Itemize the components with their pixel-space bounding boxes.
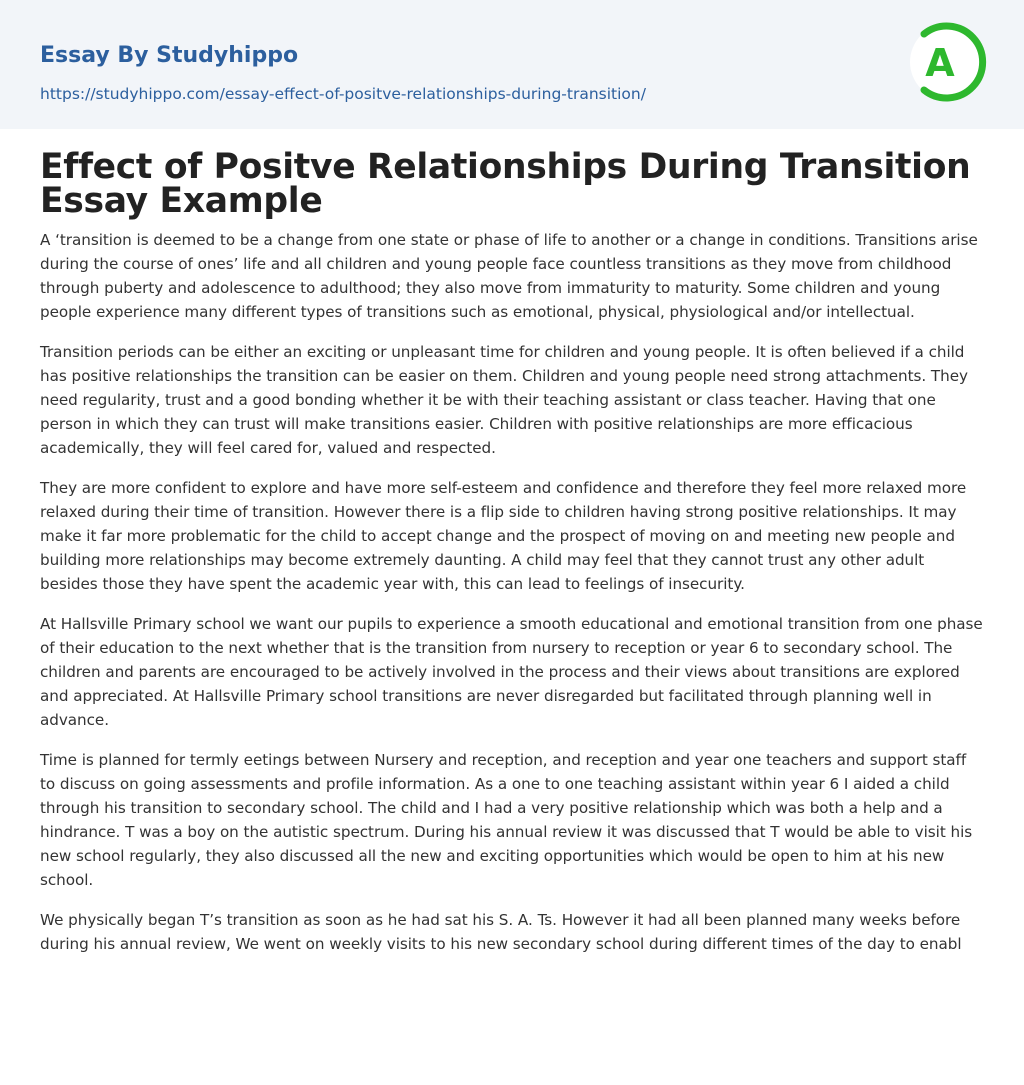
brand-title[interactable]: Essay By Studyhippo bbox=[40, 43, 299, 68]
paragraph: Transition periods can be either an exciting or unpleasant time for children and young people. It is often believed if a child has positive relationships the transition can be easier on them. Children and young people need strong attachments. They need regularity, trust and a good bonding whether it be with their teaching assistant or class teacher. Having that one person in which they can trust will make transitions easier. Children with positive relationships are more efficacious academically, they will feel cared for, valued and respected. bbox=[40, 343, 968, 457]
paragraph: A ‘transition is deemed to be a change from one state or phase of life to another or a change in conditions. Transitions arise during the course of ones’ life and all children and young people face countless transitions as they move from childhood through puberty and adolescence to adulthood; they also move from immaturity to maturity. Some children and young people experience many different types of transitions such as emotional, physical, physiological and/or intellectual. bbox=[40, 231, 978, 321]
paragraph: At Hallsville Primary school we want our pupils to experience a smooth educational and emotional transition from one phase of their education to the next whether that is the transition from nursery to reception or year 6 to secondary school. The children and parents are encouraged to be actively involved in the process and their views about transitions are explored and appreciated. At Hallsville Primary school transitions are never disregarded but facilitated through planning well in advance. bbox=[40, 615, 983, 729]
paragraph: Time is planned for termly eetings between Nursery and reception, and reception and year one teachers and support staff to discuss on going assessments and profile information. As a one to one teaching assistant within year 6 I aided a child through his transition to secondary school. The child and I had a very positive relationship which was both a help and a hindrance. T was a boy on the autistic spectrum. During his annual review it was discussed that T would be able to visit his new school regularly, they also discussed all the new and exciting opportunities which would be open to him at his new school. bbox=[40, 751, 973, 889]
source-url-link[interactable]: https://studyhippo.com/essay-effect-of-positve-relationships-during-transition/ bbox=[40, 85, 646, 103]
article bbox=[40, 147, 984, 972]
site-header bbox=[0, 0, 1024, 129]
logo-letter: A bbox=[925, 41, 955, 85]
studyhippo-logo-icon[interactable] bbox=[910, 18, 988, 106]
paragraph: They are more confident to explore and have more self-esteem and confidence and therefore they feel more relaxed more relaxed during their time of transition. However there is a flip side to children having strong positive relationships. It may make it far more problematic for the child to accept change and the prospect of moving on and meeting new people and building more relationships may become extremely daunting. A child may feel that they cannot trust any other adult besides those they have spent the academic year with, this can lead to feelings of insecurity. bbox=[40, 479, 967, 593]
paragraph: We physically began T’s transition as soon as he had sat his S. A. Ts. However it had all been planned many weeks before during his annual review, We went on weekly visits to his new secondary school during different times of the day to enabl bbox=[40, 911, 962, 953]
page-title: Effect of Positve Relationships During Transition Essay Example bbox=[40, 147, 971, 221]
